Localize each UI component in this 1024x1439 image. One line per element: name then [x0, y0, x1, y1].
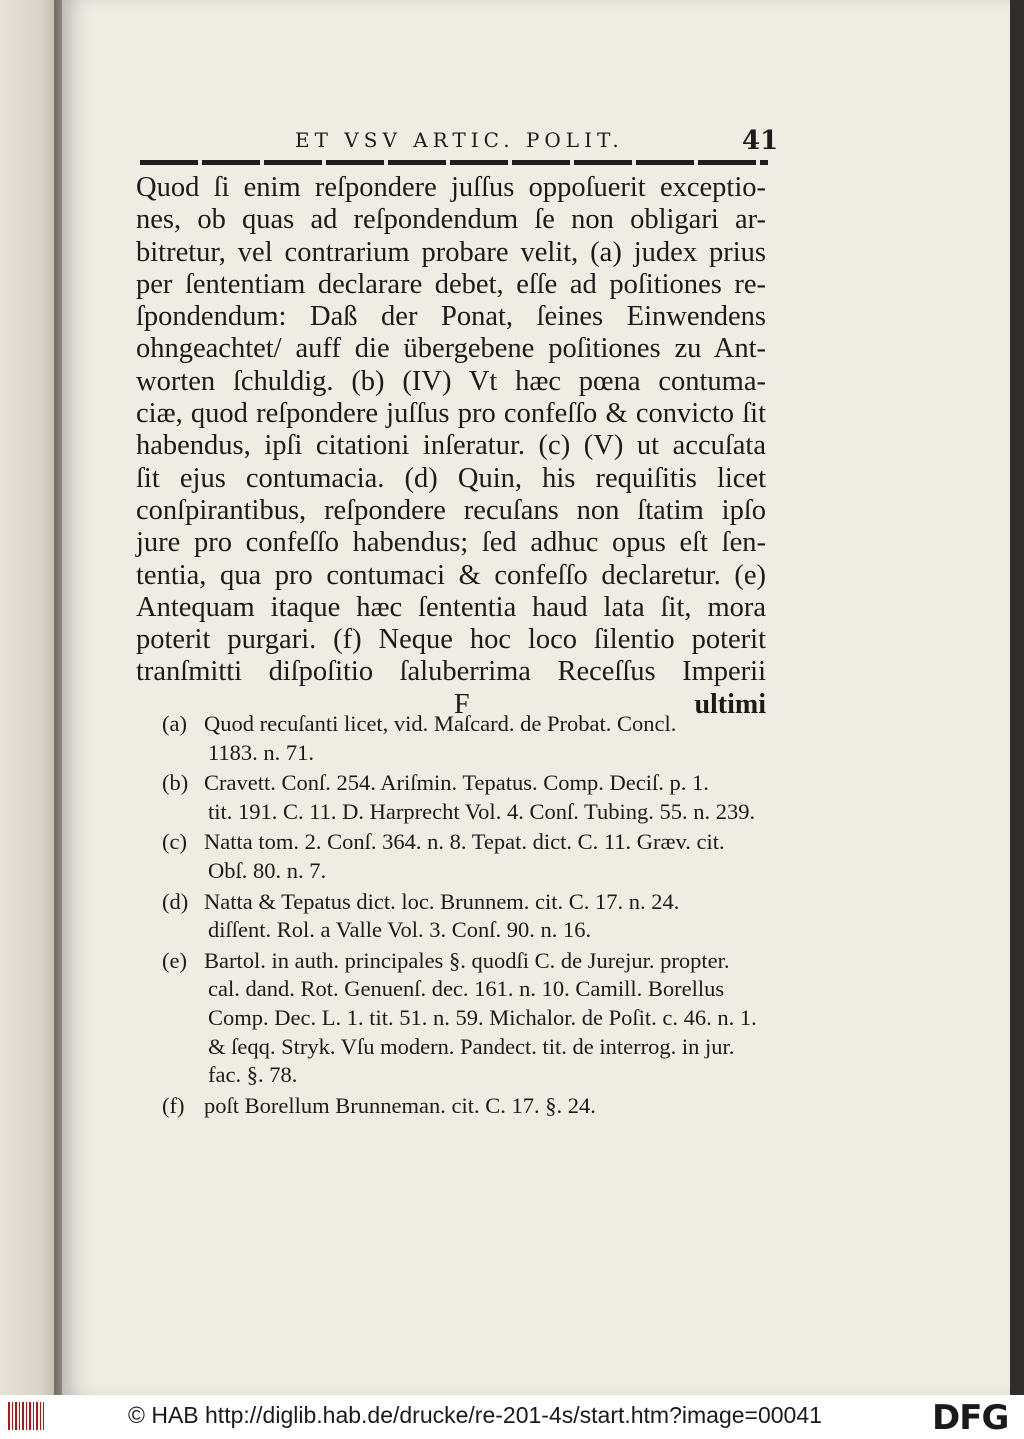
body-line: per ſententiam declarare debet, eſſe ad poſitiones re- — [136, 268, 766, 300]
body-line: ohngeachtet/ auff die übergebene poſitiones zu Ant- — [136, 333, 766, 365]
footnote-text: cal. dand. Rot. Genuenſ. dec. 161. n. 10. Camill. Borellus — [208, 976, 725, 1002]
footnote-text: Bartol. in auth. principales §. quodſi C. de Jurejur. propter. — [204, 947, 730, 973]
footnote — [162, 828, 768, 885]
footnote-text: 1183. n. 71. — [208, 739, 315, 765]
footnote-text: Quod recuſanti licet, vid. Maſcard. de Probat. Concl. — [204, 711, 677, 736]
body-line: Quod ſi enim reſpondere juſſus oppoſuerit exceptio- — [136, 172, 766, 203]
page-number: 41 — [742, 126, 779, 156]
footnote — [162, 710, 768, 767]
catchword: ultimi — [694, 688, 766, 720]
footnote-label: (c) — [162, 829, 187, 855]
footnote — [162, 947, 768, 1090]
footnote-label: (e) — [162, 947, 187, 973]
running-head: ET VSV ARTIC. POLIT. — [295, 128, 624, 152]
dfg-logo: DFG — [932, 1398, 1009, 1438]
copyright-url[interactable]: © HAB http://diglib.hab.de/drucke/re-201-4s/start.htm?image=00041 — [128, 1402, 822, 1428]
footnote-text: & ſeqq. Stryk. Vſu modern. Pandect. tit. de interrog. in jur. — [208, 1033, 735, 1059]
footnote-label: (d) — [162, 888, 189, 914]
footnote-text: Natta & Tepatus dict. loc. Brunnem. cit. C. 17. n. 24. — [204, 888, 680, 914]
body-line: habendus, ipſi citationi inſeratur. (c) (V) ut accuſata — [136, 430, 766, 462]
footer-bar — [0, 1395, 1024, 1439]
footnote-text: Obſ. 80. n. 7. — [208, 857, 327, 883]
footnote — [162, 1092, 768, 1121]
previous-page-edge — [0, 0, 58, 1395]
footnote-text: diſſent. Rol. a Valle Vol. 3. Conſ. 90. n. 16. — [208, 917, 592, 943]
body-text — [136, 172, 766, 723]
footnotes — [162, 710, 768, 1122]
footnote-label: (f) — [162, 1092, 185, 1118]
hab-barcode-logo-icon — [8, 1402, 44, 1430]
body-line: Antequam itaque hæc ſententia haud lata ſit, mora — [136, 591, 766, 623]
footnote-text: tit. 191. C. 11. D. Harprecht Vol. 4. Conſ. Tubing. 55. n. 239. — [208, 798, 756, 824]
body-line: poterit purgari. (f) Neque hoc loco ſilentio poterit — [136, 624, 766, 656]
footnote-label: (a) — [162, 711, 187, 736]
body-line: ſit ejus contumacia. (d) Quin, his requiſitis licet — [136, 462, 766, 494]
body-line: ciæ, quod reſpondere juſſus pro confeſſo & convicto ſit — [136, 398, 766, 430]
footnote-text: fac. §. 78. — [208, 1062, 298, 1088]
footnote-text: Comp. Dec. L. 1. tit. 51. n. 59. Michalor. de Poſit. c. 46. n. 1. — [208, 1004, 757, 1030]
footnote-text: Natta tom. 2. Conſ. 364. n. 8. Tepat. dict. C. 11. Græv. cit. — [204, 829, 725, 855]
body-line: conſpirantibus, reſpondere recuſans non ſtatim ipſo — [136, 494, 766, 526]
footnote-text: poſt Borellum Brunneman. cit. C. 17. §. 24. — [204, 1092, 596, 1118]
signature-mark: F — [454, 688, 470, 720]
footnote-text: Cravett. Conſ. 254. Ariſmin. Tepatus. Comp. Deciſ. p. 1. — [204, 770, 709, 796]
body-line: tranſmitti diſpoſitio ſaluberrima Receſſus Imperii — [136, 656, 766, 688]
body-line: jure pro confeſſo habendus; ſed adhuc opus eſt ſen- — [136, 527, 766, 559]
body-line: worten ſchuldig. (b) (IV) Vt hæc pœna contuma- — [136, 365, 766, 397]
body-line: bitretur, vel contrarium probare velit, (a) judex prius — [136, 236, 766, 268]
body-line: ſpondendum: Daß der Ponat, ſeines Einwendens — [136, 301, 766, 333]
footnote-label: (b) — [162, 770, 189, 796]
head-rule — [140, 160, 768, 165]
body-line: tentia, qua pro contumaci & confeſſo declaretur. (e) — [136, 559, 766, 591]
footnote — [162, 769, 768, 826]
body-line: nes, ob quas ad reſpondendum ſe non obligari ar- — [136, 204, 766, 236]
footnote — [162, 888, 768, 945]
